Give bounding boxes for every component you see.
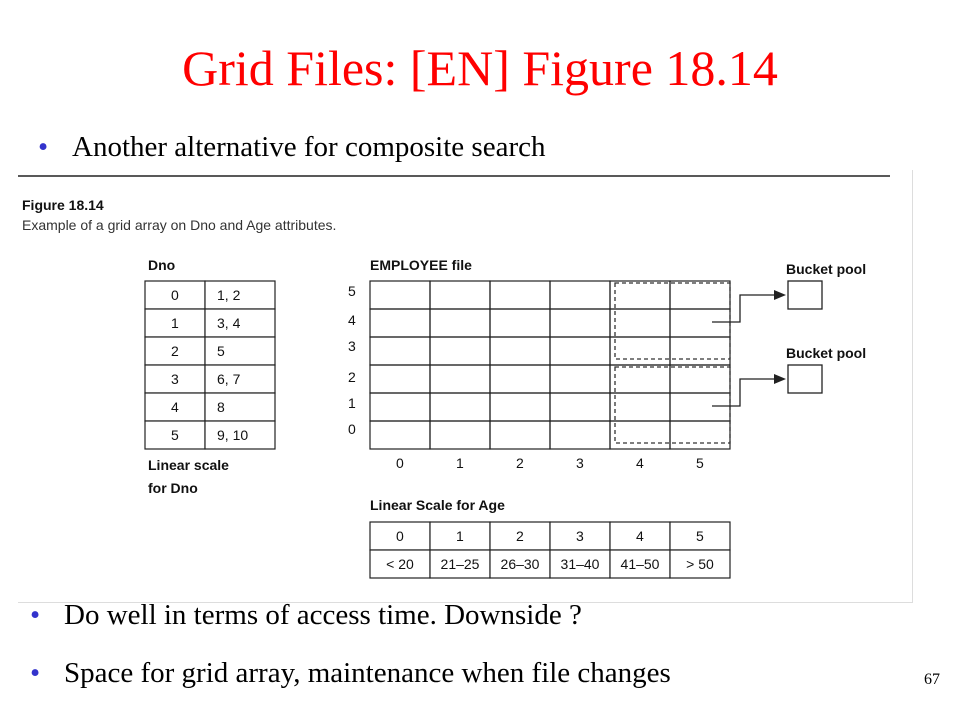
dno-index: 0 xyxy=(171,287,179,303)
grid-cell xyxy=(430,337,490,365)
grid-cell xyxy=(610,309,670,337)
grid-cell xyxy=(550,337,610,365)
grid-cell xyxy=(490,365,550,393)
dno-index: 4 xyxy=(171,399,179,415)
dno-index: 5 xyxy=(171,427,179,443)
dno-table xyxy=(145,281,275,449)
grid-cell xyxy=(430,421,490,449)
grid-cell xyxy=(550,309,610,337)
grid-cell xyxy=(370,309,430,337)
grid-col-label: 1 xyxy=(456,455,464,471)
dno-footer-line2: for Dno xyxy=(148,480,198,496)
grid-col-label: 0 xyxy=(396,455,404,471)
bucket-pool-box-2 xyxy=(788,365,822,393)
grid-cell xyxy=(610,337,670,365)
bullet-dot-icon: • xyxy=(38,131,49,163)
grid-cell xyxy=(370,365,430,393)
grid-cell xyxy=(610,365,670,393)
grid-row-label: 5 xyxy=(348,283,356,299)
grid-cell xyxy=(670,309,730,337)
dno-values: 5 xyxy=(217,343,225,359)
age-range: 26–30 xyxy=(500,556,540,572)
age-range: 41–50 xyxy=(620,556,660,572)
grid-cell xyxy=(610,393,670,421)
dno-index: 1 xyxy=(171,315,179,331)
figure-caption: Example of a grid array on Dno and Age attributes. xyxy=(22,217,337,233)
age-range: < 20 xyxy=(386,556,414,572)
dno-header: Dno xyxy=(148,257,176,273)
age-range: 21–25 xyxy=(440,556,480,572)
grid-row-label: 2 xyxy=(348,369,356,385)
grid-cell xyxy=(610,421,670,449)
grid-row-label: 3 xyxy=(348,338,356,354)
age-table xyxy=(370,522,730,578)
grid-array-figure xyxy=(18,170,912,602)
dno-index: 2 xyxy=(171,343,179,359)
grid-cell xyxy=(430,365,490,393)
grid-cell xyxy=(610,281,670,309)
dno-values: 1, 2 xyxy=(217,287,241,303)
age-index: 0 xyxy=(396,528,404,544)
grid-cell xyxy=(550,365,610,393)
bullet-text: Do well in terms of access time. Downside ? xyxy=(64,599,582,631)
bullet-text: Another alternative for composite search xyxy=(72,131,546,163)
dno-footer-line1: Linear scale xyxy=(148,457,229,473)
age-scale-header: Linear Scale for Age xyxy=(370,497,505,513)
slide-title: Grid Files: [EN] Figure 18.14 xyxy=(182,40,778,96)
bullet-text: Space for grid array, maintenance when file changes xyxy=(64,657,671,689)
grid-row-label: 0 xyxy=(348,421,356,437)
grid-cell xyxy=(370,393,430,421)
grid-cell xyxy=(430,309,490,337)
grid-cell xyxy=(550,421,610,449)
grid-cell xyxy=(370,421,430,449)
grid-cell xyxy=(670,281,730,309)
grid-col-label: 5 xyxy=(696,455,704,471)
figure-panel xyxy=(18,170,913,603)
age-index: 2 xyxy=(516,528,524,544)
bullet-dot-icon: • xyxy=(30,599,41,631)
bucket-pool-box-1 xyxy=(788,281,822,309)
age-index: 4 xyxy=(636,528,644,544)
age-index: 3 xyxy=(576,528,584,544)
bullet-item xyxy=(38,130,545,164)
grid-cell xyxy=(370,281,430,309)
figure-label: Figure 18.14 xyxy=(22,197,104,213)
age-range: 31–40 xyxy=(560,556,600,572)
grid-cell xyxy=(670,337,730,365)
bucket-pool-label-2: Bucket pool xyxy=(786,345,867,361)
grid-cell xyxy=(550,393,610,421)
grid-cell xyxy=(490,337,550,365)
grid-cell xyxy=(670,365,730,393)
bucket-pool-label-1: Bucket pool xyxy=(786,261,867,277)
grid-cell xyxy=(490,281,550,309)
grid-cell xyxy=(550,281,610,309)
dno-values: 8 xyxy=(217,399,225,415)
grid-cell xyxy=(430,393,490,421)
dno-values: 9, 10 xyxy=(217,427,249,443)
slide-number: 67 xyxy=(924,671,940,688)
grid-cell xyxy=(370,337,430,365)
grid-cell xyxy=(490,421,550,449)
grid-cell xyxy=(430,281,490,309)
grid-cell xyxy=(670,421,730,449)
arrowhead-upper-icon xyxy=(774,290,786,300)
grid-row-label: 1 xyxy=(348,395,356,411)
age-index: 5 xyxy=(696,528,704,544)
grid-cell xyxy=(490,393,550,421)
employee-file-header: EMPLOYEE file xyxy=(370,257,472,273)
age-index: 1 xyxy=(456,528,464,544)
dashed-region-upper xyxy=(615,283,730,359)
dno-values: 6, 7 xyxy=(217,371,241,387)
grid-cell xyxy=(490,309,550,337)
age-range: > 50 xyxy=(686,556,714,572)
grid-cell xyxy=(670,393,730,421)
bullet-item xyxy=(30,598,582,632)
grid-row-label: 4 xyxy=(348,312,356,328)
dno-cell xyxy=(205,337,275,365)
bullet-item xyxy=(30,656,671,690)
bullet-dot-icon: • xyxy=(30,657,41,689)
dno-values: 3, 4 xyxy=(217,315,241,331)
arrowhead-lower-icon xyxy=(774,374,786,384)
grid-col-label: 2 xyxy=(516,455,524,471)
dashed-region-lower xyxy=(615,367,730,443)
grid-col-label: 4 xyxy=(636,455,644,471)
grid-col-label: 3 xyxy=(576,455,584,471)
dno-cell xyxy=(205,393,275,421)
dno-index: 3 xyxy=(171,371,179,387)
